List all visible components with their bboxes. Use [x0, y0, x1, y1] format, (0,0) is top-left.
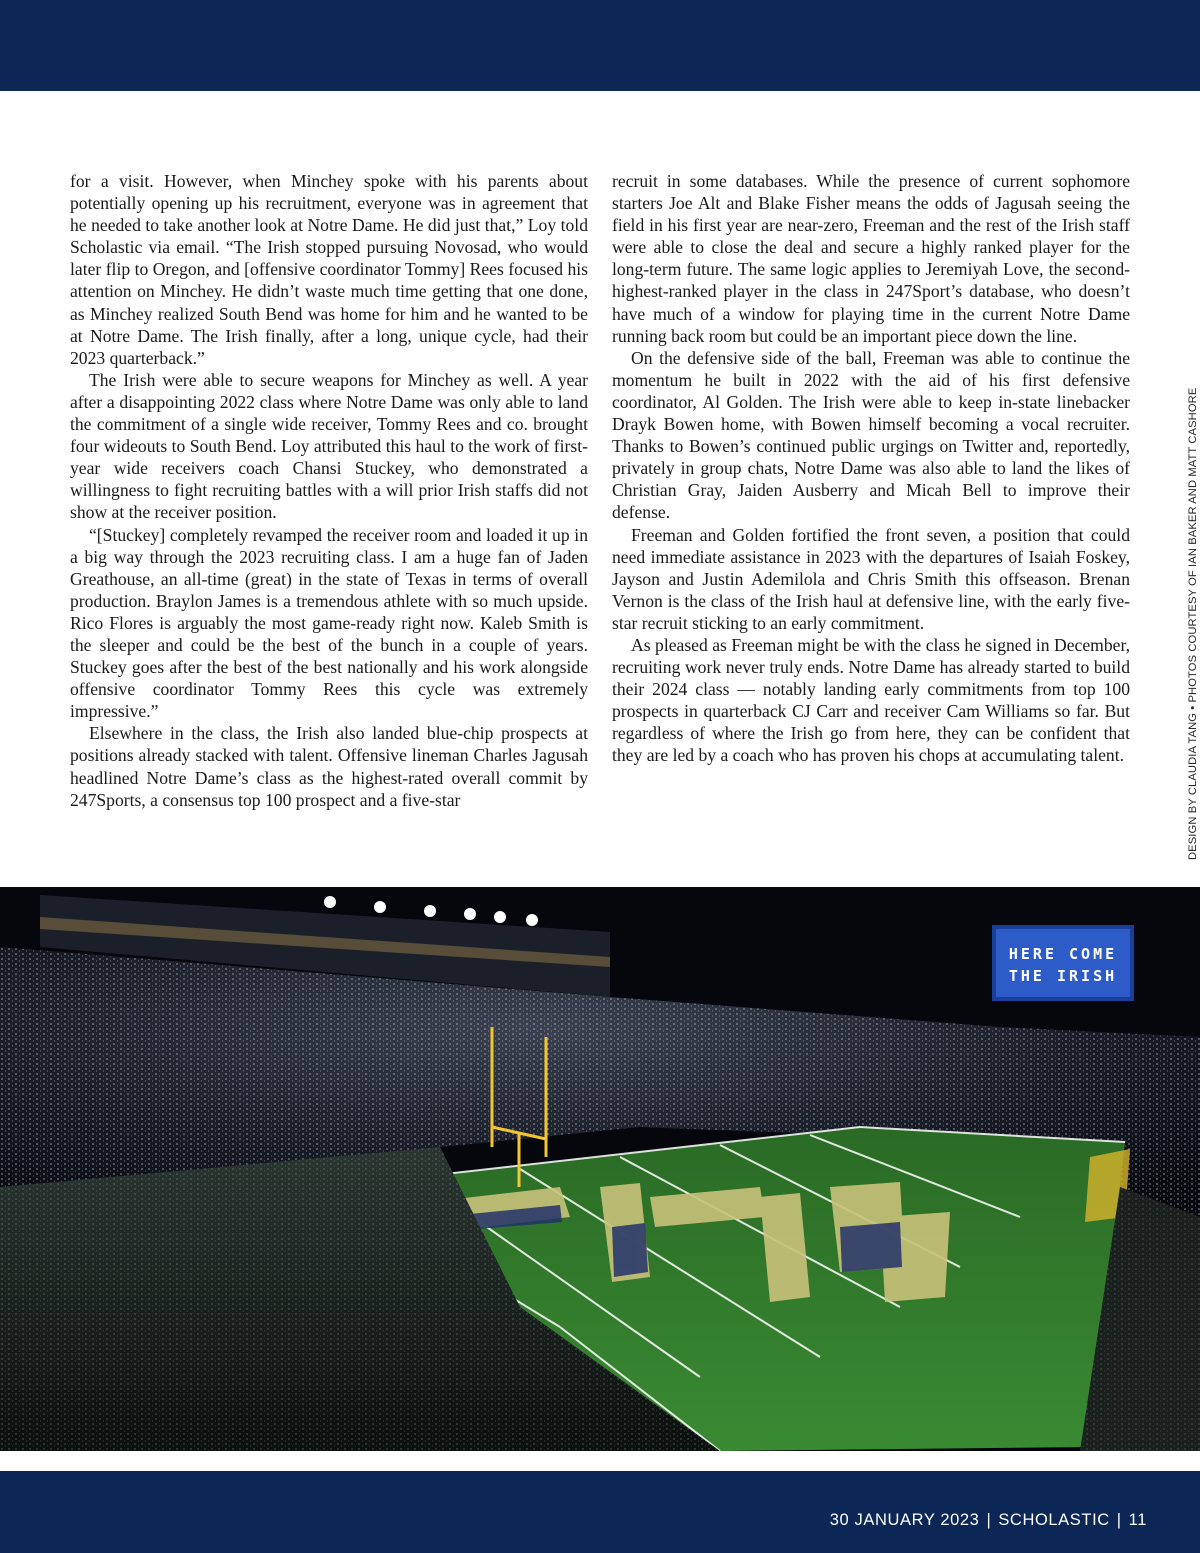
footer-separator: | — [1116, 1511, 1122, 1529]
stadium-illustration — [0, 887, 1200, 1451]
paragraph: Elsewhere in the class, the Irish also landed blue-chip prospects at positions already stacked with talent. Offensive lineman Charles Jagusah headlined Notre Dame’s class as the highest-rated overall commit by 247Sports, a consensus top 100 prospect and a five-star — [70, 723, 588, 810]
issue-date: 30 JANUARY 2023 — [829, 1511, 980, 1529]
photo-credit: DESIGN BY CLAUDIA TANG • PHOTOS COURTESY OF IAN BAKER AND MATT CASHORE — [1187, 387, 1199, 860]
paragraph: Freeman and Golden fortified the front seven, a position that could need immediate assistance in 2023 with the departures of Isaiah Foskey, Jayson and Justin Ademilola and Chris Smith this offseason. Brenan Vernon is the class of the Irish haul at defensive line, with the early five-star recruit sticking to an early commitment. — [612, 524, 1130, 633]
paragraph: As pleased as Freeman might be with the class he signed in December, recruiting work never truly ends. Notre Dame has already started to build their 2024 class — notably landing early commitments from top 100 prospects in quarterback CJ Carr and receiver Cam Williams so far. But regardless of where the Irish go from here, they can be confident that they are led by a coach who has proven his chops at accumulating talent. — [612, 634, 1130, 766]
scoreboard-text-line1: HERE COME — [1008, 945, 1118, 963]
page-number: 11 — [1128, 1511, 1147, 1529]
scoreboard-text-line2: THE IRISH — [1008, 967, 1118, 985]
paragraph: On the defensive side of the ball, Freeman was able to continue the momentum he built in 2022 with the aid of his first defensive coordinator, Al Golden. The Irish were able to keep in-state linebacker Drayk Bowen home, with Bowen himself becoming a vocal recruiter. Thanks to Bowen’s continued public urgings on Twitter and, reportedly, privately in group chats, Notre Dame was also able to land the likes of Christian Gray, Jaiden Ausberry and Micah Bell to improve their defense. — [612, 347, 1130, 523]
article-left-column — [70, 170, 588, 811]
paragraph: recruit in some databases. While the presence of current sophomore starters Joe Alt and Blake Fisher means the odds of Jagusah seeing the field in his first year are near-zero, Freeman and the rest of the Irish staff were able to close the deal and secure a highly ranked player for the long-term future. The same logic applies to Jeremiyah Love, the second-highest-ranked player in the class in 247Sport’s database, who doesn’t have much of a window for playing time in the current Notre Dame running back room but could be an important piece down the line. — [612, 171, 1130, 346]
article-right-column — [612, 170, 1130, 767]
paragraph: “[Stuckey] completely revamped the receiver room and loaded it up in a big way through the 2023 recruiting class. I am a huge fan of Jaden Greathouse, an all-time (great) in the state of Texas in terms of overall production. Braylon James is a tremendous athlete with so much upside. Rico Flores is arguably the most game-ready right now. Kaleb Smith is the sleeper and could be the best of the bunch in a couple of years. Stuckey goes after the best of the best nationally and his work alongside offensive coordinator Tommy Rees this cycle was extremely impressive.” — [70, 524, 588, 722]
paragraph: for a visit. However, when Minchey spoke with his parents about potentially opening up his recruitment, everyone was in agreement that he needed to take another look at Notre Dame. He did just that,” Loy told Scholastic via email. “The Irish stopped pursuing Novosad, who would later flip to Oregon, and [offensive coordinator Tommy] Rees focused his attention on Minchey. He didn’t waste much time getting that one done, as Minchey realized South Bend was home for him and he wanted to be at Notre Dame. The Irish finally, after a long, unique cycle, had their 2023 quarterback.” — [70, 171, 588, 368]
scoreboard — [992, 925, 1134, 1001]
top-banner — [0, 0, 1200, 91]
stadium-photo — [0, 887, 1200, 1451]
publication-name: SCHOLASTIC — [998, 1511, 1110, 1529]
paragraph: The Irish were able to secure weapons for Minchey as well. A year after a disappointing 2022 class where Notre Dame was only able to land the commitment of a single wide receiver, Tommy Rees and co. brought four wideouts to South Bend. Loy attributed this haul to the work of first-year wide receivers coach Chansi Stuckey, who demonstrated a willingness to fight recruiting battles with a will prior Irish staffs did not show at the receiver position. — [70, 369, 588, 523]
footer-separator: | — [986, 1511, 992, 1529]
page-footer — [830, 1511, 1147, 1530]
